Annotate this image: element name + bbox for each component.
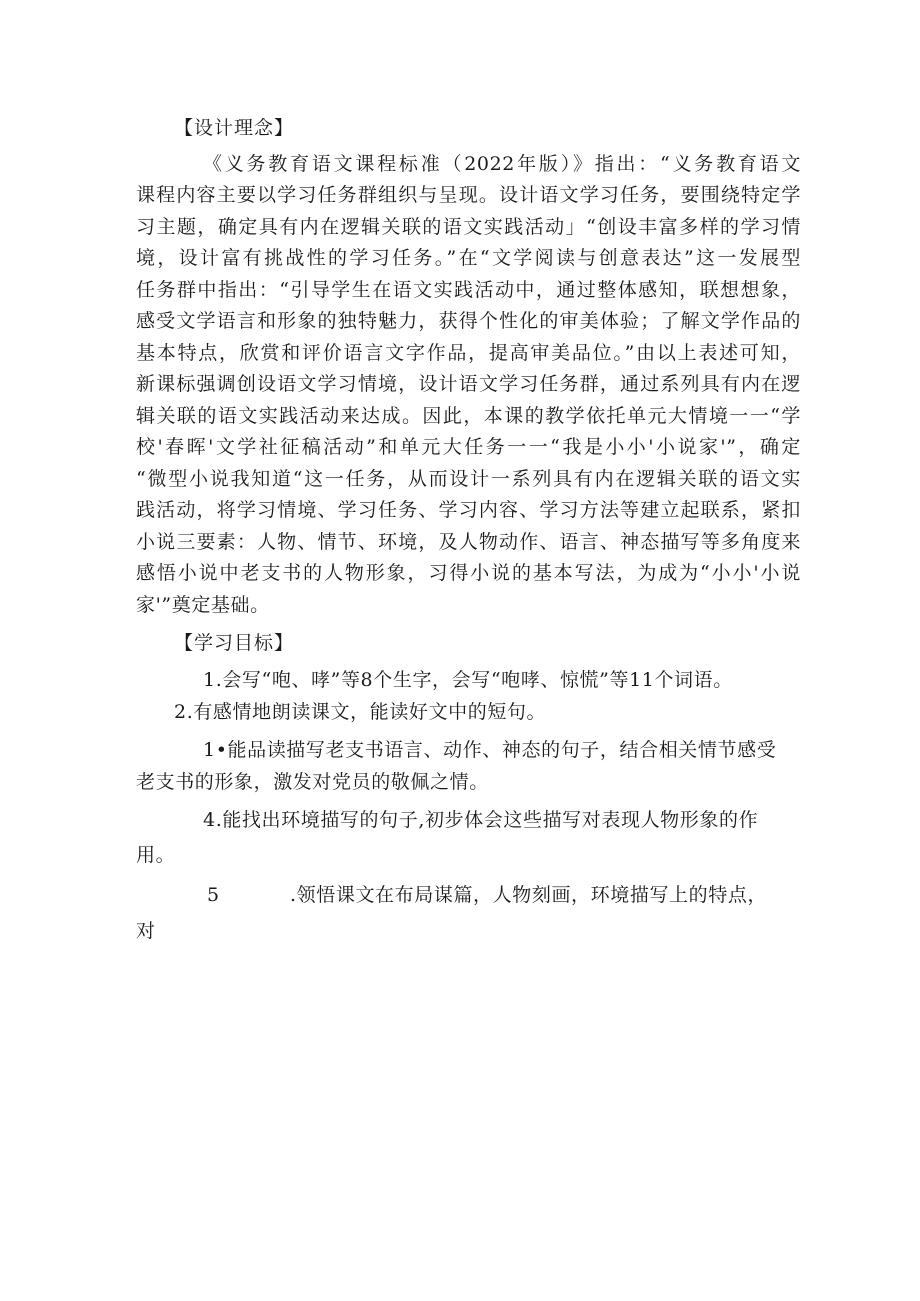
design-heading: 【设计理念】 [174, 117, 295, 139]
design-paragraph-line: 《义务教育语文课程标准（2022年版）》指出：“义务教育语文 [203, 153, 801, 175]
goal-item: 2.有感情地朗读课文，能读好文中的短句。 [174, 701, 547, 723]
design-paragraph-line: 课程内容主要以学习任务群组织与呈现。设计语文学习任务，要围绕特定学 [136, 184, 801, 206]
goal-item: 4.能找出环境描写的句子,初步体会这些描写对表现人物形象的作 [203, 809, 759, 831]
goal-item-continuation: 老支书的形象，激发对党员的敬佩之情。 [136, 771, 489, 793]
goal-item: 1.会写“咆、哮”等8个生字，会写“咆哮、惊慌”等11个词语。 [203, 669, 733, 691]
design-paragraph-line: 践活动，将学习情境、学习任务、学习内容、学习方法等建立起联系，紧扣 [136, 499, 801, 521]
goal-item: .领悟课文在布局谋篇，人物刻画，环境描写上的特点， [290, 884, 768, 906]
design-paragraph-line: 新课标强调创设语文学习情境，设计语文学习任务群，通过系列具有内在逻 [136, 373, 801, 395]
design-paragraph-line: 辑关联的语文实践活动来达成。因此，本课的教学依托单元大情境一一“学 [136, 405, 801, 427]
goal-item-continuation: 对 [136, 920, 156, 942]
goal-item-continuation: 用。 [136, 844, 176, 866]
design-paragraph-line: 校'春晖'文学社征稿活动”和单元大任务一一“我是小小'小说家'”，确定 [136, 436, 801, 458]
goal-item-number: 5 [207, 884, 220, 906]
design-paragraph-line: 任务群中指出：“引导学生在语文实践活动中，通过整体感知，联想想象， [136, 279, 801, 301]
design-paragraph-line: 感悟小说中老支书的人物形象，习得小说的基本写法，为成为“小小'小说 [136, 562, 801, 584]
design-paragraph-line: 家'”奠定基础。 [136, 594, 270, 616]
goals-heading: 【学习目标】 [174, 632, 295, 654]
design-paragraph-line: 基本特点，欣赏和评价语言文字作品，提高审美品位。”由以上表述可知， [136, 342, 801, 364]
design-paragraph-line: 习主题，确定具有内在逻辑关联的语文实践活动」“创设丰富多样的学习情 [136, 216, 801, 238]
design-paragraph-line: 小说三要素：人物、情节、环境，及人物动作、语言、神态描写等多角度来 [136, 531, 801, 553]
design-paragraph-line: 感受文学语言和形象的独特魅力，获得个性化的审美体验；了解文学作品的 [136, 310, 801, 332]
design-paragraph-line: 境，设计富有挑战性的学习任务。”在“文学阅读与创意表达”这一发展型 [136, 247, 801, 269]
goal-item: 1•能品读描写老支书语言、动作、神态的句子，结合相关情节感受 [203, 739, 777, 761]
design-paragraph-line: “微型小说我知道“这一任务，从而设计一系列具有内在逻辑关联的语文实 [136, 468, 801, 490]
